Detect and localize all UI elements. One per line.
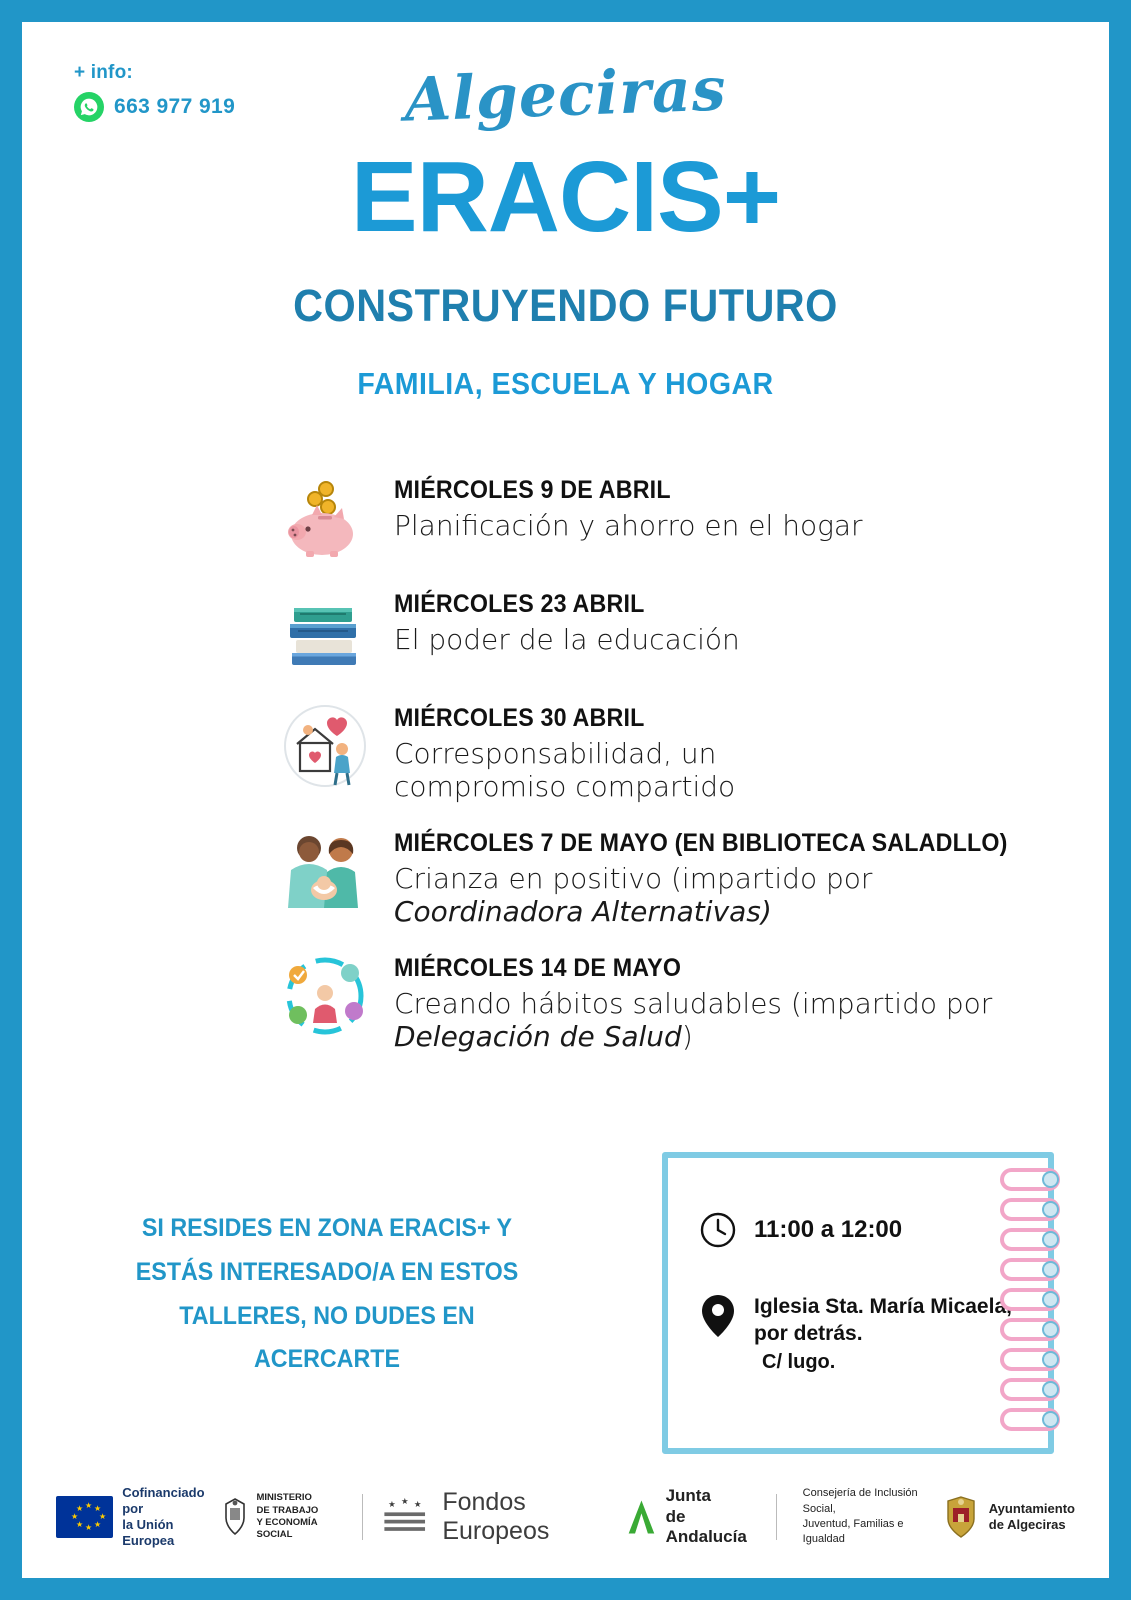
address-line-2: por detrás. [754, 1322, 863, 1346]
address-line-1: Iglesia Sta. María Micaela, [754, 1295, 1012, 1318]
healthy-habits-icon [277, 950, 372, 1042]
workshop-description-tail: ) [681, 1020, 693, 1054]
footer-divider [362, 1494, 363, 1540]
junta-divider [776, 1494, 777, 1540]
fondos-europeos-logo [377, 1488, 625, 1546]
schedule-time: 11:00 a 12:00 [754, 1216, 903, 1243]
piggy-bank-icon [277, 472, 372, 564]
workshop-description-plain: Crianza en positivo (impartido por [394, 862, 873, 896]
location-pin-icon [696, 1293, 740, 1339]
workshop-description: Corresponsabilidad, un compromiso compartido [394, 737, 736, 804]
subtitle-secondary: FAMILIA, ESCUELA Y HOGAR [357, 366, 774, 401]
phone-number: 663 977 919 [114, 95, 236, 118]
eu-flag-icon: ★ ★ ★ ★ ★ ★ ★ ★ [56, 1496, 113, 1538]
workshop-date: MIÉRCOLES 30 ABRIL [394, 704, 645, 732]
junta-icon [625, 1495, 658, 1539]
eu-text-line-1: Cofinanciado por [122, 1484, 205, 1516]
workshop-description-italic: Coordinadora Alternativas) [394, 895, 772, 929]
clock-icon [696, 1210, 740, 1250]
workshop-date: MIÉRCOLES 23 ABRIL [394, 590, 645, 618]
svg-text:★: ★ [388, 1498, 396, 1509]
list-item-text [372, 700, 864, 803]
address-line-3: C/ lugo. [762, 1350, 836, 1373]
shared-responsibility-icon [277, 700, 372, 792]
list-item-text [372, 825, 1054, 928]
poster-canvas [22, 22, 1109, 1578]
footer-logos [22, 1474, 1109, 1560]
ministerio-logo [221, 1492, 348, 1541]
workshop-description: Planificación y ahorro en el hogar [394, 509, 863, 542]
workshop-description [394, 987, 1034, 1053]
call-to-action-message: SI RESIDES EN ZONA ERACIS+ Y ESTÁS INTERESADO/A EN ESTOS TALLERES, NO DUDES EN ACERCARTE [135, 1214, 519, 1374]
junta-line-1: Junta [665, 1486, 711, 1506]
junta-andalucia-logo [625, 1486, 941, 1548]
workshop-date: MIÉRCOLES 14 DE MAYO [394, 954, 682, 983]
list-item [277, 586, 1077, 678]
eu-text-line-2: la Unión Europea [122, 1517, 175, 1549]
page-title: ERACIS+ [350, 141, 781, 253]
consejeria-line-2: Juventud, Familias e Igualdad [802, 1518, 904, 1546]
title-script: Algeciras [403, 54, 728, 136]
time-row [696, 1210, 902, 1250]
ministerio-logo-text [249, 1492, 349, 1541]
list-item-text [372, 586, 740, 656]
workshop-description-italic: Delegación de Salud [394, 1020, 682, 1054]
list-item-text [372, 950, 1034, 1053]
svg-text:★: ★ [400, 1496, 409, 1507]
ayuntamiento-logo-text [981, 1501, 1075, 1534]
location-row [696, 1293, 1012, 1375]
workshop-date: MIÉRCOLES 7 DE MAYO (EN BIBLIOTECA SALADLLO) [394, 829, 1008, 858]
ministerio-line-3: Y ECONOMÍA SOCIAL [256, 1517, 318, 1541]
list-item [277, 472, 1077, 564]
ayuntamiento-line-1: Ayuntamiento [988, 1500, 1075, 1516]
list-item [277, 700, 1077, 803]
consejeria-text [791, 1486, 941, 1548]
workshop-description-plain: Creando hábitos saludables (impartido por [394, 987, 993, 1021]
eu-logo [56, 1485, 221, 1550]
list-item [277, 950, 1077, 1053]
ayuntamiento-logo [941, 1494, 1075, 1540]
spain-crest-icon [221, 1496, 249, 1538]
workshop-date: MIÉRCOLES 9 DE ABRIL [394, 476, 671, 504]
ayuntamiento-line-2: de Algeciras [988, 1517, 1066, 1532]
books-icon [277, 586, 372, 678]
family-icon [277, 825, 372, 917]
workshop-description: El poder de la educación [394, 623, 740, 656]
ministerio-line-1: MINISTERIO [256, 1492, 312, 1504]
fondos-europeos-text: Fondos Europeos [442, 1488, 550, 1545]
workshop-description [394, 862, 994, 928]
subtitle-primary: CONSTRUYENDO FUTURO [293, 280, 838, 331]
svg-text:★: ★ [413, 1498, 422, 1509]
junta-line-2: de Andalucía [665, 1506, 747, 1547]
eu-logo-text [113, 1485, 221, 1550]
consejeria-line-1: Consejería de Inclusión Social, [802, 1487, 918, 1515]
list-item [277, 825, 1077, 928]
workshop-schedule [277, 472, 1077, 1075]
details-card [662, 1152, 1054, 1454]
ministerio-line-2: DE TRABAJO [256, 1504, 319, 1516]
list-item-text [372, 472, 863, 542]
junta-logo-text [658, 1486, 762, 1547]
ayuntamiento-crest-icon [941, 1494, 981, 1540]
info-label: + info: [74, 62, 133, 83]
location-address [740, 1293, 1012, 1375]
fondos-europeos-icon [377, 1494, 432, 1540]
notebook-rings [1000, 1162, 1060, 1437]
